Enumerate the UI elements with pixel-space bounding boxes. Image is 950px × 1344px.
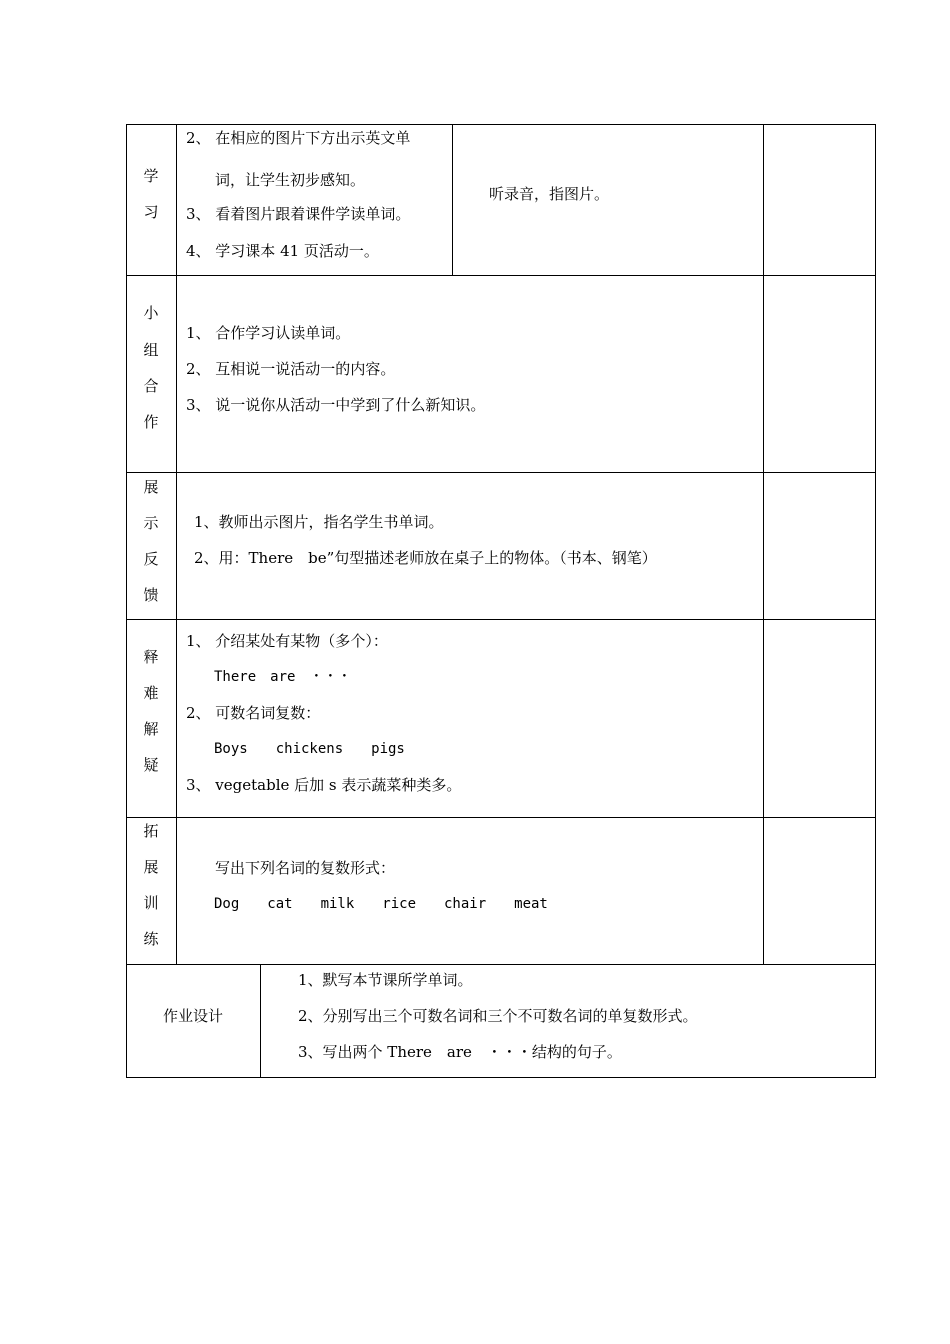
difficulty-item-1: 1、 介绍某处有某物（多个）： (186, 632, 388, 650)
label-char: 展 (143, 858, 159, 876)
label-char: 练 (143, 930, 159, 948)
study-item-2-cont: 词，让学生初步感知。 (215, 171, 366, 189)
difficulty-example-1: There are ・・・ (214, 669, 352, 685)
row-label-group (126, 275, 176, 472)
label-column-divider (176, 124, 177, 965)
difficulty-item-2: 2、 可数名词复数： (186, 704, 321, 722)
group-item-1: 1、 合作学习认读单词。 (186, 324, 351, 342)
row-label-extension (126, 817, 176, 964)
study-item-4: 4、 学习课本 41 页活动一。 (186, 242, 379, 260)
row-label-feedback (126, 472, 176, 619)
table-border-bottom (126, 1077, 876, 1078)
feedback-item-1: 1、教师出示图片，指名学生书单词。 (194, 513, 444, 531)
label-char: 展 (143, 478, 159, 496)
student-activity: 听录音，指图片。 (489, 185, 610, 203)
label-char: 组 (143, 341, 159, 359)
label-char: 解 (143, 720, 159, 738)
group-item-3: 3、 说一说你从活动一中学到了什么新知识。 (186, 396, 486, 414)
label-char: 难 (143, 684, 159, 702)
homework-label: 作业设计 (162, 1007, 223, 1025)
homework-item-1: 1、默写本节课所学单词。 (298, 971, 473, 989)
label-char: 合 (143, 377, 159, 395)
homework-label-divider (260, 964, 261, 1078)
label-char: 反 (143, 550, 159, 568)
difficulty-example-2: Boys chickens pigs (214, 741, 405, 757)
notes-column-divider (763, 124, 764, 965)
study-item-2: 2、 在相应的图片下方出示英文单 (186, 129, 411, 147)
extension-words: Dog cat milk rice chair meat (214, 896, 548, 912)
row-label-difficulty (126, 619, 176, 817)
label-char: 学 (143, 167, 159, 185)
table-border-right (875, 124, 876, 1078)
group-item-2: 2、 互相说一说活动一的内容。 (186, 360, 396, 378)
extension-instruction: 写出下列名词的复数形式： (215, 859, 396, 877)
label-char: 小 (143, 304, 159, 322)
label-char: 训 (143, 894, 159, 912)
study-item-3: 3、 看着图片跟着课件学读单词。 (186, 205, 411, 223)
activity-column-divider (452, 124, 453, 276)
difficulty-item-3: 3、 vegetable 后加 s 表示蔬菜种类多。 (186, 776, 462, 794)
label-char: 作 (143, 413, 159, 431)
label-char: 馈 (143, 586, 159, 604)
feedback-item-2: 2、用：There be”句型描述老师放在桌子上的物体。（书本、钢笔） (194, 549, 657, 567)
homework-item-2: 2、分别写出三个可数名词和三个不可数名词的单复数形式。 (298, 1007, 698, 1025)
label-char: 释 (143, 648, 159, 666)
label-char: 拓 (143, 822, 159, 840)
label-char: 示 (143, 514, 159, 532)
label-char: 疑 (143, 756, 159, 774)
lesson-plan-table (126, 124, 876, 1078)
row-label-study (126, 124, 176, 275)
label-char: 习 (143, 203, 159, 221)
homework-item-3: 3、写出两个 There are ・・・结构的句子。 (298, 1043, 622, 1061)
